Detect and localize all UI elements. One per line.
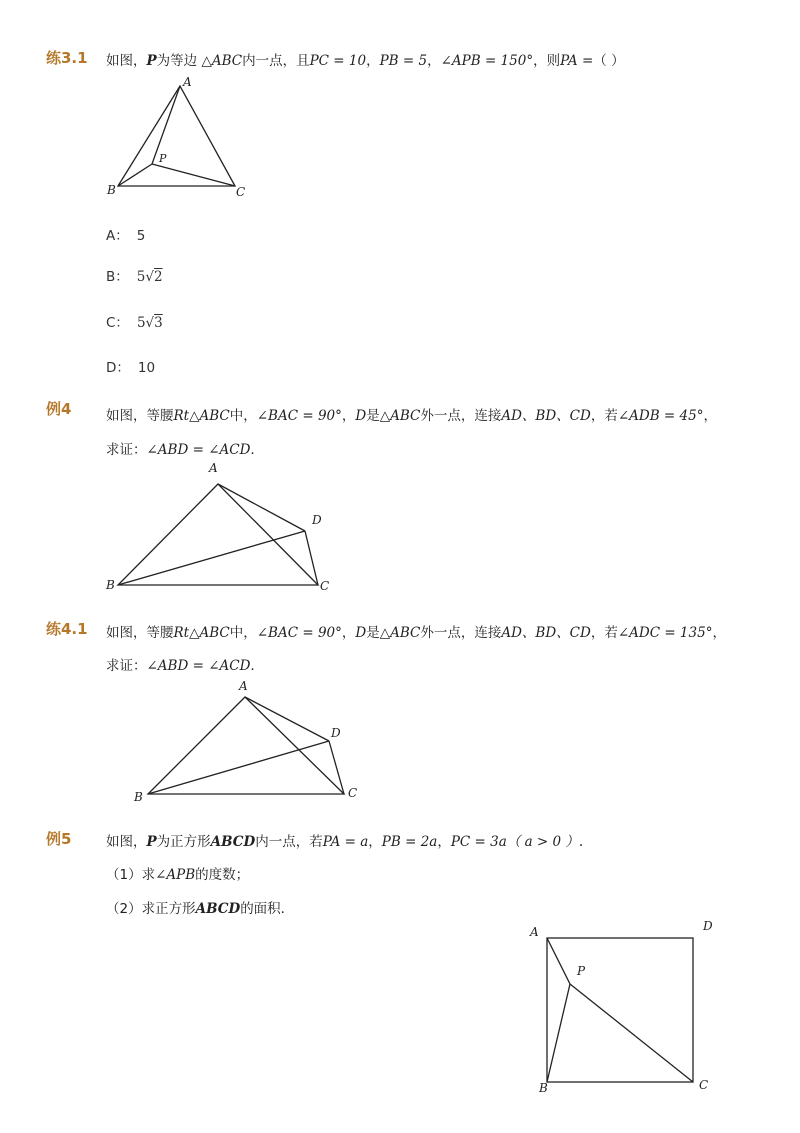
segment-pa: [547, 938, 570, 984]
label-A: A: [209, 461, 218, 475]
text: 内一点，若: [255, 834, 323, 850]
math-segs: AD、BD、CD: [501, 625, 591, 641]
radicand: 2: [153, 269, 163, 285]
option-value: 5: [136, 228, 146, 244]
text: 为正方形: [156, 834, 211, 850]
label-B: B: [134, 790, 143, 804]
math-angle: ∠BAC = 90°: [256, 625, 342, 641]
label-D: D: [703, 919, 713, 933]
text: ，: [437, 834, 451, 850]
label-C: C: [699, 1078, 709, 1092]
text: ，: [427, 53, 441, 69]
text: 内一点，且: [242, 53, 310, 69]
text: 如图，: [106, 53, 147, 69]
option-label: B：: [106, 269, 129, 285]
math-tri: △ABC: [379, 408, 421, 424]
math-cond3: ∠APB = 150°: [440, 53, 534, 69]
radicand: 3: [154, 315, 163, 331]
math-q2: ABCD: [195, 901, 241, 917]
text: 外一点，连接: [420, 408, 502, 424]
math-cond: ∠ADC = 135°: [617, 625, 713, 641]
math-paren: （ a > 0 ）.: [506, 834, 584, 850]
math-segs: AD、BD、CD: [501, 408, 591, 424]
label-P: P: [577, 964, 586, 978]
math-P: P: [146, 834, 157, 850]
text: ，: [368, 834, 382, 850]
text: 如图，等腰: [106, 625, 174, 641]
coef: 5: [136, 269, 146, 285]
coef: 5: [136, 315, 146, 331]
math-ask: PA =: [560, 53, 594, 69]
text: ，若: [590, 625, 618, 641]
math-ABC: ABC: [211, 53, 243, 69]
math-tri: △ABC: [379, 625, 421, 641]
square-abcd: [547, 938, 693, 1082]
label-C: C: [348, 786, 358, 800]
option-value: 5√3: [136, 315, 163, 331]
text: 中，: [229, 408, 257, 424]
segment-pc: [570, 984, 693, 1082]
math-q1: ∠APB: [155, 867, 196, 883]
option-label: A：: [106, 228, 129, 244]
text: （2）求正方形: [106, 901, 196, 917]
text: ，: [712, 625, 726, 641]
math-D: D: [355, 625, 367, 641]
label-P: P: [159, 152, 167, 165]
label-B: B: [106, 578, 115, 592]
text: 为等边 △: [156, 53, 212, 69]
text: 外一点，连接: [420, 625, 502, 641]
text: 是: [366, 408, 380, 424]
label-A: A: [183, 75, 192, 89]
math-angle: ∠BAC = 90°: [256, 408, 342, 424]
text: ，: [703, 408, 717, 424]
text: 的度数；: [195, 867, 250, 883]
option-label: C：: [106, 315, 129, 331]
math-D: D: [355, 408, 367, 424]
math-prove: ∠ABD = ∠ACD: [146, 658, 251, 674]
text: ，: [366, 53, 380, 69]
problem-tag-ex5: 例5: [46, 830, 72, 848]
text: 如图，: [106, 834, 147, 850]
segment-pb: [547, 984, 570, 1082]
text: 是: [366, 625, 380, 641]
math-rt: Rt△ABC: [173, 625, 230, 641]
text: 的面积．: [240, 901, 295, 917]
text: .: [250, 658, 255, 674]
math-cond1: PC = 10: [309, 53, 367, 69]
text: ，: [341, 625, 356, 641]
label-A: A: [530, 925, 539, 939]
text: 求证：: [106, 442, 147, 458]
answer-blank: （ ）: [593, 53, 625, 69]
math-prove: ∠ABD = ∠ACD: [146, 442, 251, 458]
math-P: P: [146, 53, 157, 69]
math-cond2: PB = 5: [379, 53, 428, 69]
problem-tag-ex4: 例4: [46, 400, 72, 418]
option-value: 5√2: [136, 269, 163, 285]
text: 如图，等腰: [106, 408, 174, 424]
math-c1: PA = a: [322, 834, 369, 850]
math-sq: ABCD: [210, 834, 256, 850]
math-rt: Rt△ABC: [173, 408, 230, 424]
text: （1）求: [106, 867, 156, 883]
text: 中，: [229, 625, 257, 641]
math-c2: PB = 2a: [381, 834, 438, 850]
math-c3: PC = 3a: [450, 834, 507, 850]
text: ，则: [533, 53, 561, 69]
label-B: B: [107, 183, 116, 197]
text: ，若: [590, 408, 618, 424]
option-value: 10: [137, 360, 156, 376]
label-B: B: [539, 1081, 548, 1095]
option-label: D：: [106, 360, 130, 376]
text: 求证：: [106, 658, 147, 674]
math-cond: ∠ADB = 45°: [617, 408, 704, 424]
label-C: C: [236, 185, 246, 199]
label-A: A: [239, 679, 248, 693]
problem-tag-3-1: 练3.1: [46, 49, 88, 67]
label-C: C: [320, 579, 330, 593]
text: ，: [341, 408, 356, 424]
label-D: D: [312, 513, 322, 527]
text: .: [250, 442, 255, 458]
label-D: D: [331, 726, 341, 740]
problem-tag-4-1: 练4.1: [46, 620, 88, 638]
